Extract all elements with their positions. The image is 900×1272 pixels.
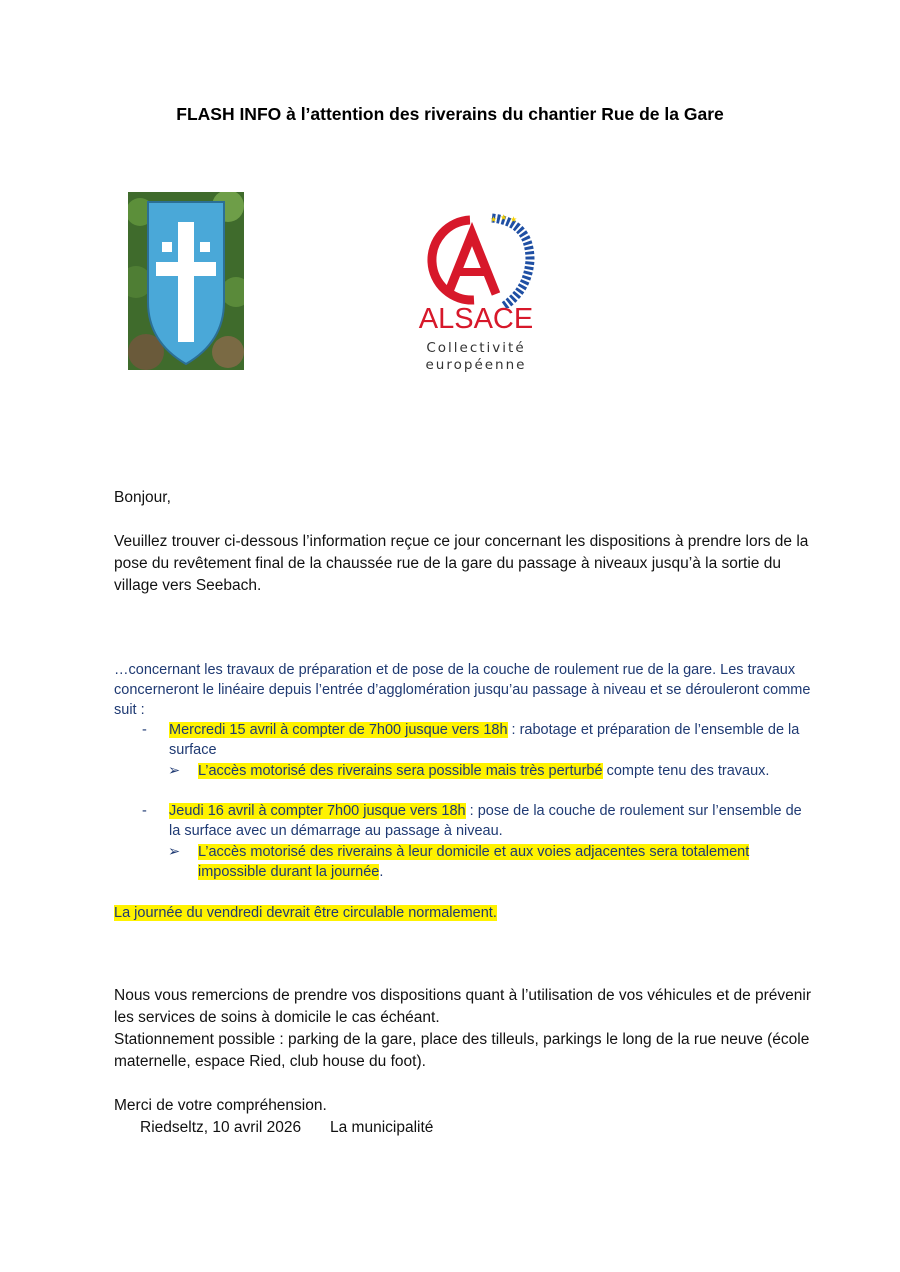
svg-text:★: ★: [490, 215, 498, 224]
alsace-logo-subtitle: Collectivité: [426, 340, 526, 356]
signature: La municipalité: [330, 1119, 434, 1136]
info-intro: …concernant les travaux de préparation et de pose de la couche de roulement rue de la gare. Les travaux concerneront le linéaire depuis l’entrée d’agglomération jusqu’au passage à niveau et se dérouleront comme suit :: [114, 662, 811, 718]
work-description: : pose de la couche de roulement sur l’ensemble de la surface avec un démarrage au passage à niveau.: [169, 803, 802, 839]
access-highlight: L’accès motorisé des riverains sera possible mais très perturbé: [198, 763, 603, 779]
work-date: Mercredi 15 avril à compter de 7h00 jusque vers 18h: [169, 722, 508, 738]
alsace-logo-name: ALSACE: [418, 303, 534, 335]
list-bullet: -: [142, 722, 147, 738]
merci-line: Merci de votre compréhension.: [114, 1097, 327, 1114]
thanks-paragraph: Nous vous remercions de prendre vos dispositions quant à l’utilisation de vos véhicules et de prévenir les services de soins à domicile le cas échéant.: [114, 987, 812, 1026]
work-description: : rabotage et préparation de l’ensemble de la surface: [169, 722, 800, 758]
work-item-wednesday: [114, 720, 814, 760]
village-crest-logo: [128, 192, 244, 370]
friday-highlight: La journée du vendredi devrait être circulable normalement.: [114, 905, 497, 921]
access-note-wednesday: [168, 761, 818, 781]
access-highlight: L’accès motorisé des riverains à leur domicile et aux voies adjacentes sera totalement impossible durant la journée: [198, 844, 750, 880]
arrow-bullet-icon: ➢: [168, 844, 181, 860]
greeting: Bonjour,: [114, 489, 171, 506]
place-date: Riedseltz, 10 avril 2026: [140, 1119, 302, 1136]
alsace-logo-subtitle-2: européenne: [425, 357, 527, 373]
parking-paragraph: Stationnement possible : parking de la gare, place des tilleuls, parkings le long de la rue neuve (école maternelle, espace Ried, club house du foot).: [114, 1031, 810, 1070]
work-date: Jeudi 16 avril à compter 7h00 jusque vers 18h: [169, 803, 466, 819]
intro-paragraph: Veuillez trouver ci-dessous l’information reçue ce jour concernant les dispositions à prendre lors de la pose du revêtement final de la chaussée rue de la gare du passage à niveaux jusqu’à la sortie du village vers Seebach.: [114, 533, 809, 594]
svg-text:★: ★: [510, 215, 518, 224]
access-note-thursday: [168, 842, 818, 882]
access-rest: compte tenu des travaux.: [602, 763, 770, 779]
work-item-thursday: [114, 801, 814, 841]
friday-note: [114, 903, 497, 923]
arrow-bullet-icon: ➢: [168, 763, 181, 779]
list-bullet: -: [142, 803, 147, 819]
page-title: FLASH INFO à l’attention des riverains du chantier Rue de la Gare: [176, 104, 724, 124]
svg-text:★: ★: [500, 213, 508, 222]
access-rest: .: [379, 864, 384, 880]
